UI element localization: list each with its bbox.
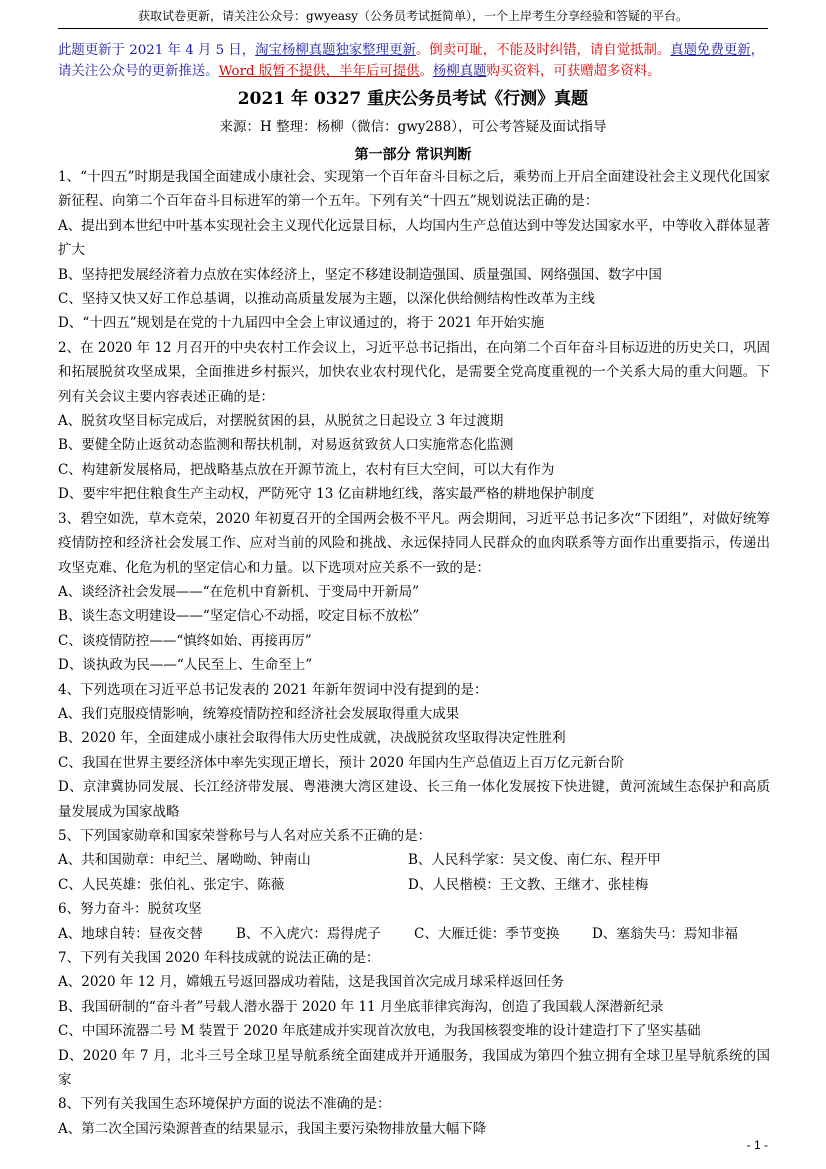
header-divider <box>58 28 768 29</box>
page-header: 获取试卷更新，请关注公众号：gwyeasy（公务员考试挺简单），一个上岸考生分享经验和答疑的平台。 <box>138 9 688 23</box>
option-item: A、谈经济社会发展——“在危机中育新机、于变局中开新局” <box>58 583 420 600</box>
option-item: B、2020 年，全面建成小康社会取得伟大历史性成就，决战脱贫攻坚取得决定性胜利 <box>58 730 566 747</box>
option-item: C、我国在世界主要经济体中率先实现正增长，预计 2020 年国内生产总值迈上百万亿元新台阶 <box>58 754 625 771</box>
question-stem: 4、下列选项在习近平总书记发表的 2021 年新年贺词中没有提到的是： <box>58 681 488 698</box>
option-item: D、人民楷模：王文教、王继才、张桂梅 <box>408 876 649 893</box>
option-item: B、坚持把发展经济着力点放在实体经济上，坚定不移建设制造强国、质量强国、网络强国、数字中国 <box>58 266 662 283</box>
notice-source-link[interactable]: 淘宝杨柳真题独家整理更新 <box>255 43 416 58</box>
option-item: D、“十四五”规划是在党的十九届四中全会上审议通过的，将于 2021 年开始实施 <box>58 315 545 332</box>
question-stem: 2、在 2020 年 12 月召开的中央农村工作会议上，习近平总书记指出，在向第二个百年奋斗目标迈进的历史关口，巩固和拓展脱贫攻坚成果，全面推进乡村振兴，加快农业农村现代化，是需要全党高度重视的一个关系大局的重大问题。下列有关会议主要内容表述正确的是： <box>58 339 770 405</box>
option-row <box>58 922 770 946</box>
option-item: A、我们克服疫情影响，统筹疫情防控和经济社会发展取得重大成果 <box>58 705 460 722</box>
notice-follow: ，请关注公众号的更新推送。 <box>58 43 765 79</box>
page-number: - 1 - <box>746 1138 768 1152</box>
document-title: 2021 年 0327 重庆公务员考试《行测》真题 <box>237 89 589 109</box>
option-item: C、谈疫情防控——“慎终如始、再接再厉” <box>58 632 312 649</box>
option-item: D、要牢牢把住粮食生产主动权，严防死守 13 亿亩耕地红线，落实最严格的耕地保护制度 <box>58 486 595 503</box>
option-item: A、2020 年 12 月，嫦娥五号返回器成功着陆，这是我国首次完成月球采样返回任务 <box>58 974 565 991</box>
question-stem: 5、下列国家勋章和国家荣誉称号与人名对应关系不正确的是： <box>58 827 432 844</box>
option-item: B、不入虎穴：焉得虎子 <box>236 925 381 942</box>
notice-period: 。 <box>419 64 433 79</box>
notice-warning: 。倒卖可耻，不能及时纠错，请自觉抵制。 <box>415 43 671 58</box>
option-item: B、谈生态文明建设——“坚定信心不动摇，咬定目标不放松” <box>58 608 420 625</box>
question-stem: 8、下列有关我国生态环境保护方面的说法不准确的是： <box>58 1096 391 1113</box>
option-item: A、脱贫攻坚目标完成后，对摆脱贫困的县，从脱贫之日起设立 3 年过渡期 <box>58 413 504 430</box>
option-item: C、构建新发展格局，把战略基点放在开源节流上，农村有巨大空间，可以大有作为 <box>58 461 555 478</box>
question-list <box>58 165 770 1141</box>
option-item: C、坚持又快又好工作总基调，以推动高质量发展为主题，以深化供给侧结构性改革为主线 <box>58 291 595 308</box>
option-item: D、谈执政为民——“人民至上、生命至上” <box>58 657 313 674</box>
option-item: C、大雁迁徙：季节变换 <box>414 925 560 942</box>
option-item: A、地球自转：昼夜交替 <box>58 925 203 942</box>
option-item: D、塞翁失马：焉知非福 <box>592 925 738 942</box>
notice-free-update-link[interactable]: 真题免费更新 <box>670 43 751 58</box>
option-item: A、提出到本世纪中叶基本实现社会主义现代化远景目标，人均国内生产总值达到中等发达国家水平，中等收入群体显著扩大 <box>58 217 770 259</box>
option-item: A、第二次全国污染源普查的结果显示，我国主要污染物排放量大幅下降 <box>58 1120 487 1137</box>
section-heading: 第一部分 常识判断 <box>354 147 472 163</box>
question-stem: 6、努力奋斗：脱贫攻坚 <box>58 901 202 918</box>
notice-store-link[interactable]: 杨柳真题 <box>432 64 487 79</box>
question-stem: 3、碧空如洗，草木竞荣，2020 年初夏召开的全国两会极不平凡。两会期间，习近平总书记多次“下团组”，对做好统筹疫情防控和经济社会发展工作、应对当前的风险和挑战、永远保持同人民群众的血肉联系等方面作出重要指示，传递出攻坚克难、化危为机的坚定信心和力量。以下选项对应关系不一致的是： <box>58 510 770 576</box>
question-stem: 7、下列有关我国 2020 年科技成就的说法正确的是： <box>58 950 380 966</box>
option-item: C、中国环流器二号 M 装置于 2020 年底建成并实现首次放电，为我国核裂变堆的设计建造打下了坚实基础 <box>58 1023 701 1040</box>
document-source: 来源：H 整理：杨柳（微信：gwy288），可公考答疑及面试指导 <box>219 119 607 135</box>
option-item: B、人民科学家：吴文俊、南仁东、程开甲 <box>408 852 661 869</box>
option-row <box>58 873 770 897</box>
option-item: B、我国研制的“奋斗者”号载人潜水器于 2020 年 11 月坐底菲律宾海沟，创造了我国载人深潜新纪录 <box>58 998 664 1015</box>
notice-bonus: 购买资料，可获赠超多资料。 <box>486 64 661 79</box>
option-row <box>58 848 770 872</box>
notice-date: 此题更新于 2021 年 4 月 5 日， <box>58 43 256 58</box>
option-item: A、共和国勋章：申纪兰、屠呦呦、钟南山 <box>58 852 311 869</box>
question-stem: 1、“十四五”时期是我国全面建成小康社会、实现第一个百年奋斗目标之后，乘势而上开启全面建设社会主义现代化国家新征程、向第二个百年奋斗目标进军的第一个五年。下列有关“十四五”规划说法正确的是： <box>58 169 770 210</box>
notice-word-version: Word 版暂不提供，半年后可提供 <box>218 64 420 79</box>
update-notice <box>58 40 770 82</box>
option-item: D、2020 年 7 月，北斗三号全球卫星导航系统全面建成并开通服务，我国成为第四个独立拥有全球卫星导航系统的国家 <box>58 1047 770 1089</box>
option-item: C、人民英雄：张伯礼、张定宇、陈薇 <box>58 876 285 893</box>
option-item: B、要健全防止返贫动态监测和帮扶机制，对易返贫致贫人口实施常态化监测 <box>58 437 514 454</box>
option-item: D、京津冀协同发展、长江经济带发展、粤港澳大湾区建设、长三角一体化发展按下快进键，黄河流域生态保护和高质量发展成为国家战略 <box>58 779 770 820</box>
